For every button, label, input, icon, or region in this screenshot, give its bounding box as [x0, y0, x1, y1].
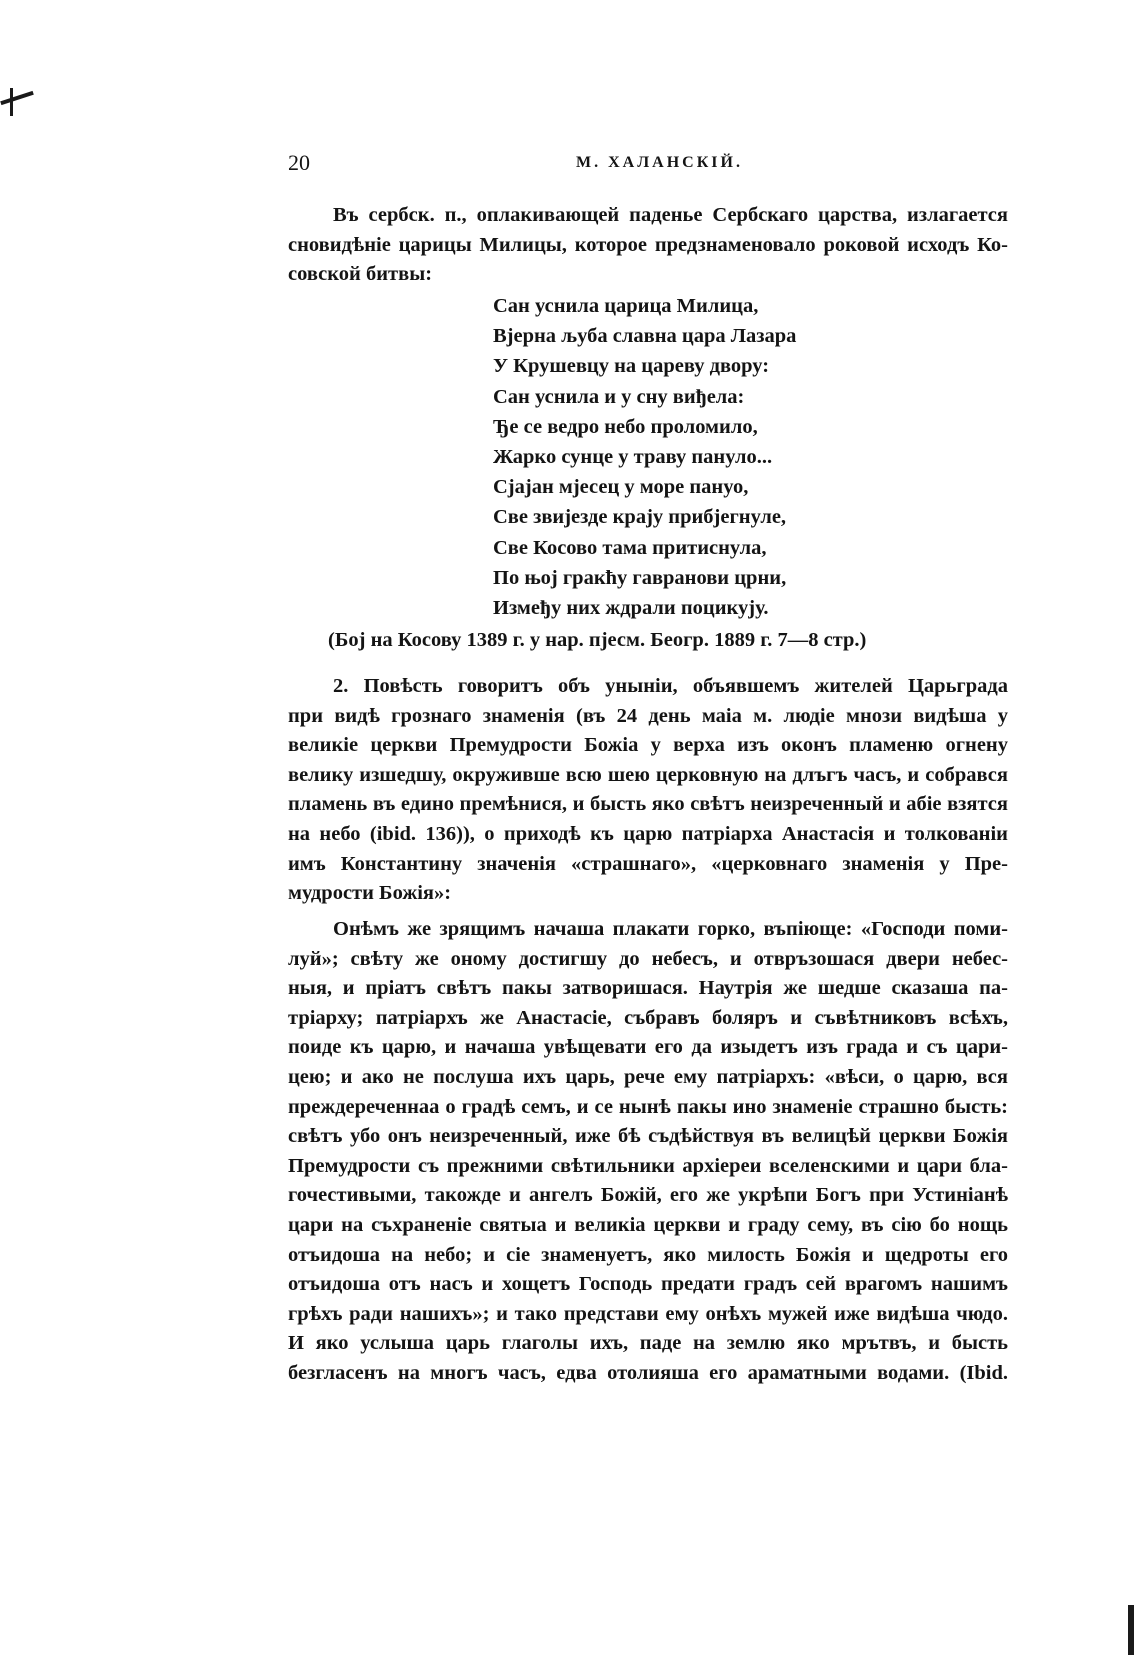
paragraph-line: Онѣмъ же зрящимъ начаша плакати горко, въпіюще: «Господи поми- — [333, 918, 1008, 940]
paragraph-line: свѣтъ убо онъ неизреченный, иже бѣ съдѣйствуя въ велицѣй церкви Божія — [288, 1125, 1008, 1148]
paragraph-line: Премудрости съ прежними свѣтильники архіереи вселенскими и цари бла- — [288, 1154, 1008, 1177]
poem-line: Све звијезде крају прибјегнуле, — [493, 506, 787, 529]
poem-line: Сан уснила царица Милица, — [493, 295, 759, 317]
poem-line: Жарко сунце у траву пануло... — [493, 446, 773, 469]
paragraph-line: луй»; свѣту же оному достигшу до небесъ, и отвръзошася двери небес- — [288, 947, 1008, 970]
paragraph-line: И яко услыша царь глаголы ихъ, паде на землю яко мрътвъ, и бысть — [288, 1332, 1008, 1355]
paragraph-line: отъидоша на небо; и сіе знаменуетъ, яко милость Божія и щедроты его — [288, 1243, 1008, 1266]
page-number: 20 — [288, 150, 310, 175]
scan-mark-left-edge — [10, 88, 13, 116]
scan-mark-bottom-right — [1128, 1605, 1134, 1655]
paragraph-line: на небо (ibid. 136)), о приходѣ къ царю патріарха Анастасія и толкованіи — [288, 822, 1008, 845]
paragraph-line: поиде къ царю, и начаша увѣщевати его да изыдетъ изъ града и съ цари- — [288, 1036, 1008, 1059]
paragraph-line: Въ сербск. п., оплакивающей паденье Сербскаго царства, излагается — [333, 204, 1008, 226]
paragraph-line: великіе церкви Премудрости Божіа у верха изъ оконъ пламеню огнену — [288, 734, 1008, 757]
poem-line: Све Косово тама притиснула, — [493, 536, 767, 559]
poem-line: У Крушевцу на цареву двору: — [493, 355, 770, 378]
poem-citation: (Бој на Косову 1389 г. у нар. пјесм. Беогр. 1889 г. 7—8 стр.) — [328, 629, 867, 651]
paragraph-line: совской битвы: — [288, 263, 433, 286]
paragraph-line: сновидѣніе царицы Милицы, которое предзнаменовало роковой исходъ Ко- — [288, 233, 1008, 256]
paragraph-line: мудрости Божія»: — [288, 882, 452, 905]
paragraph-line: велику изшедшу, окруживше всю шею церковную на длъгъ часъ, и собрався — [288, 763, 1008, 786]
paragraph-2 — [288, 672, 1008, 909]
paragraph-line: пламень въ едино премѣнися, и бысть яко свѣтъ неизреченный и абіе взятся — [288, 793, 1008, 816]
running-head: М. ХАЛАНСКІЙ. — [576, 154, 743, 171]
poem-line: Између них ждрали поцикују. — [493, 597, 769, 620]
paragraph-line: гочестивыми, такожде и ангелъ Божій, его же укрѣпи Богъ при Устиніанѣ — [288, 1184, 1008, 1207]
paragraph-line: тріарху; патріархъ же Анастасіе, събравъ боляръ и съвѣтниковъ всѣхъ, — [288, 1006, 1008, 1029]
poem-quote — [493, 291, 796, 623]
paragraph-1 — [288, 201, 1008, 290]
paragraph-3 — [288, 915, 1008, 1389]
page-header — [288, 150, 1009, 184]
poem-line: По њој гракћу гавранови црни, — [493, 566, 787, 589]
paragraph-line: преждереченнаа о градѣ семъ, и се нынѣ пакы ино знаменіе страшно бысть: — [288, 1095, 1008, 1118]
paragraph-line: безгласенъ на многъ часъ, едва отолияша его араматными водами. (Ibid. — [288, 1361, 1008, 1384]
paragraph-line: при видѣ грознаго знаменія (въ 24 день маіа м. людіе мнози видѣша у — [288, 704, 1008, 727]
paragraph-line: отъидоша отъ насъ и хощетъ Господь предати градъ сей врагомъ нашимъ — [288, 1273, 1008, 1296]
poem-line: Сјајан мјесец у море пануо, — [493, 476, 749, 499]
poem-line: Сан уснила и у сну виђела: — [493, 385, 745, 408]
paragraph-line: цею; и ако не послуша ихъ царь, рече ему патріархъ: «вѣси, о царю, вся — [288, 1065, 1008, 1088]
paragraph-line: 2. Повѣсть говоритъ объ уныніи, объявшемъ жителей Царьграда — [333, 675, 1008, 697]
scan-mark-top-left — [0, 91, 34, 105]
paragraph-line: ныя, и пріатъ свѣтъ пакы затворишася. Наутрія же шедше сказаша па- — [288, 977, 1008, 1000]
paragraph-line: цари на съхраненіе святыа и великіа церкви и граду сему, въ сію бо нощь — [288, 1213, 1008, 1236]
paragraph-line: имъ Константину значенія «страшнаго», «церковнаго знаменія у Пре- — [288, 852, 1008, 875]
paragraph-line: грѣхъ ради нашихъ»; и тако представи ему онѣхъ мужей иже видѣша чюдо. — [288, 1302, 1008, 1325]
poem-line: Вјерна љуба славна цара Лазара — [493, 325, 797, 348]
poem-line: Ђе се ведро небо проломило, — [493, 415, 758, 438]
